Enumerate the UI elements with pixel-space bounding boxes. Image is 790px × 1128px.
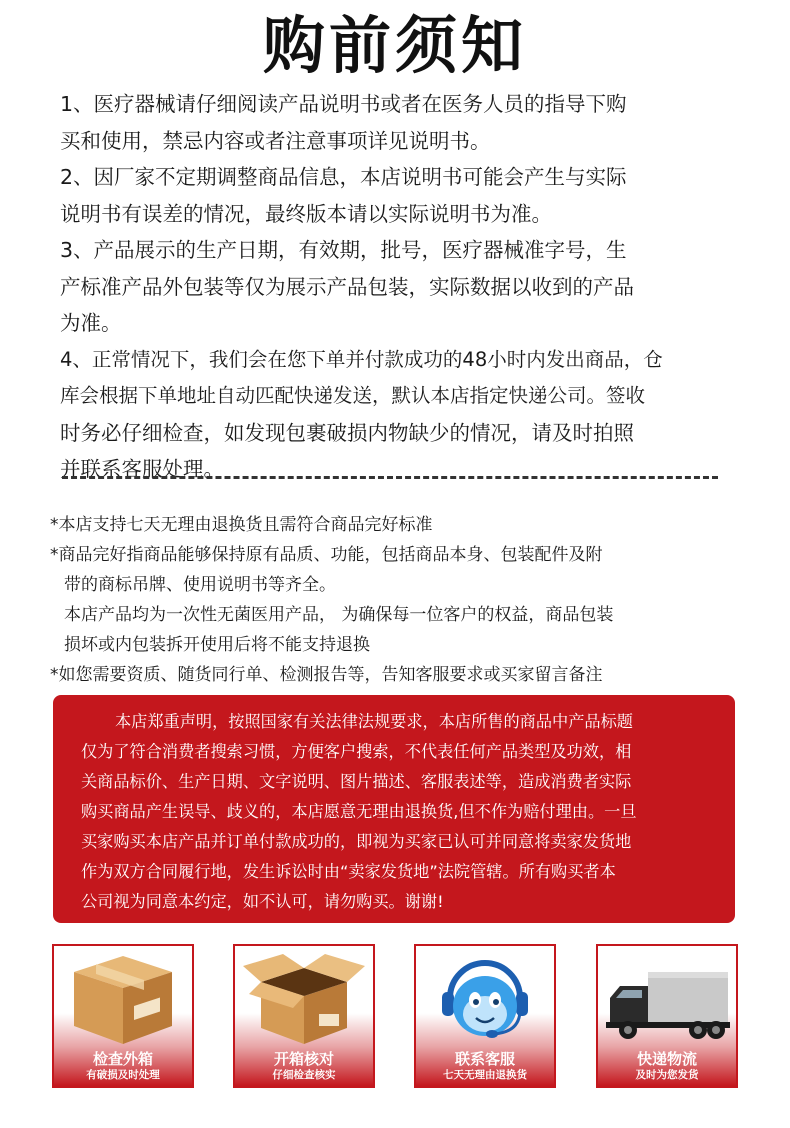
- notice-line: 4、正常情况下，我们会在您下单并付款成功的48小时内发出商品，仓: [60, 347, 663, 371]
- closed-box-icon: [54, 946, 192, 1050]
- declaration-line: 买家购买本店产品并订单付款成功的，即视为买家已认可并同意将卖家发货地: [81, 832, 632, 851]
- notice-line: 1、医疗器械请仔细阅读产品说明书或者在医务人员的指导下购: [60, 92, 627, 116]
- policy-line: *商品完好指商品能够保持原有品质、功能，包括商品本身、包装配件及附: [50, 545, 603, 565]
- notice-line: 为准。: [60, 311, 122, 335]
- notice-line: 说明书有误差的情况，最终版本请以实际说明书为准。: [60, 201, 552, 226]
- policy-line: 损坏或内包装拆开使用后将不能支持退换: [64, 635, 370, 655]
- step-title: 开箱核对: [273, 1050, 334, 1068]
- notice-line: 3、产品展示的生产日期，有效期，批号，医疗器械准字号，生: [60, 238, 627, 262]
- notice-line: 库会根据下单地址自动匹配快递发送，默认本店指定快递公司。签收: [60, 384, 646, 407]
- step-subtitle: 及时为您发货: [635, 1069, 699, 1081]
- dashed-divider: [62, 476, 718, 479]
- purchase-notice: [60, 86, 740, 488]
- step-card-customer-service: [414, 944, 556, 1088]
- service-steps: [52, 944, 738, 1088]
- return-policy: [50, 510, 750, 690]
- notice-line: 并联系客服处理。: [60, 457, 224, 481]
- customer-service-icon: [416, 946, 554, 1050]
- notice-line: 2、因厂家不定期调整商品信息，本店说明书可能会产生与实际: [60, 165, 627, 189]
- step-subtitle: 有破损及时处理: [86, 1069, 160, 1081]
- open-box-icon: [235, 946, 373, 1050]
- legal-declaration: [53, 695, 735, 923]
- policy-line: *如您需要资质、随货同行单、检测报告等，告知客服要求或买家留言备注: [50, 665, 603, 685]
- page-title: 购前须知: [262, 9, 527, 82]
- policy-line: 本店产品均为一次性无菌医用产品， 为确保每一位客户的权益，商品包装: [64, 605, 614, 625]
- declaration-line: 仅为了符合消费者搜索习惯，方便客户搜索，不代表任何产品类型及功效，相: [81, 742, 632, 761]
- step-title: 检查外箱: [92, 1050, 153, 1068]
- step-card-check-box: [52, 944, 194, 1088]
- step-subtitle: 七天无理由退换货: [443, 1069, 527, 1081]
- delivery-truck-icon: [598, 946, 736, 1050]
- declaration-line: 本店郑重声明，按照国家有关法律法规要求，本店所售的商品中产品标题: [115, 712, 633, 731]
- policy-line: *本店支持七天无理由退换货且需符合商品完好标准: [50, 515, 433, 535]
- declaration-line: 公司视为同意本约定，如不认可，请勿购买。谢谢!: [81, 892, 444, 911]
- notice-line: 时务必仔细检查，如发现包裹破损内物缺少的情况，请及时拍照: [60, 420, 634, 445]
- declaration-line: 作为双方合同履行地，发生诉讼时由“卖家发货地”法院管辖。所有购买者本: [81, 862, 616, 881]
- step-card-delivery: [596, 944, 738, 1088]
- declaration-line: 购买商品产生误导、歧义的，本店愿意无理由退换货,但不作为赔付理由。一旦: [81, 802, 637, 821]
- step-card-open-box: [233, 944, 375, 1088]
- declaration-line: 关商品标价、生产日期、文字说明、图片描述、客服表述等，造成消费者实际: [81, 772, 632, 791]
- notice-line: 买和使用，禁忌内容或者注意事项详见说明书。: [60, 128, 491, 153]
- step-subtitle: 仔细检查核实: [272, 1069, 336, 1081]
- step-title: 联系客服: [454, 1050, 515, 1068]
- step-title: 快递物流: [636, 1050, 697, 1068]
- policy-line: 带的商标吊牌、使用说明书等齐全。: [64, 575, 336, 595]
- notice-line: 产标准产品外包装等仅为展示产品包装，实际数据以收到的产品: [60, 274, 634, 299]
